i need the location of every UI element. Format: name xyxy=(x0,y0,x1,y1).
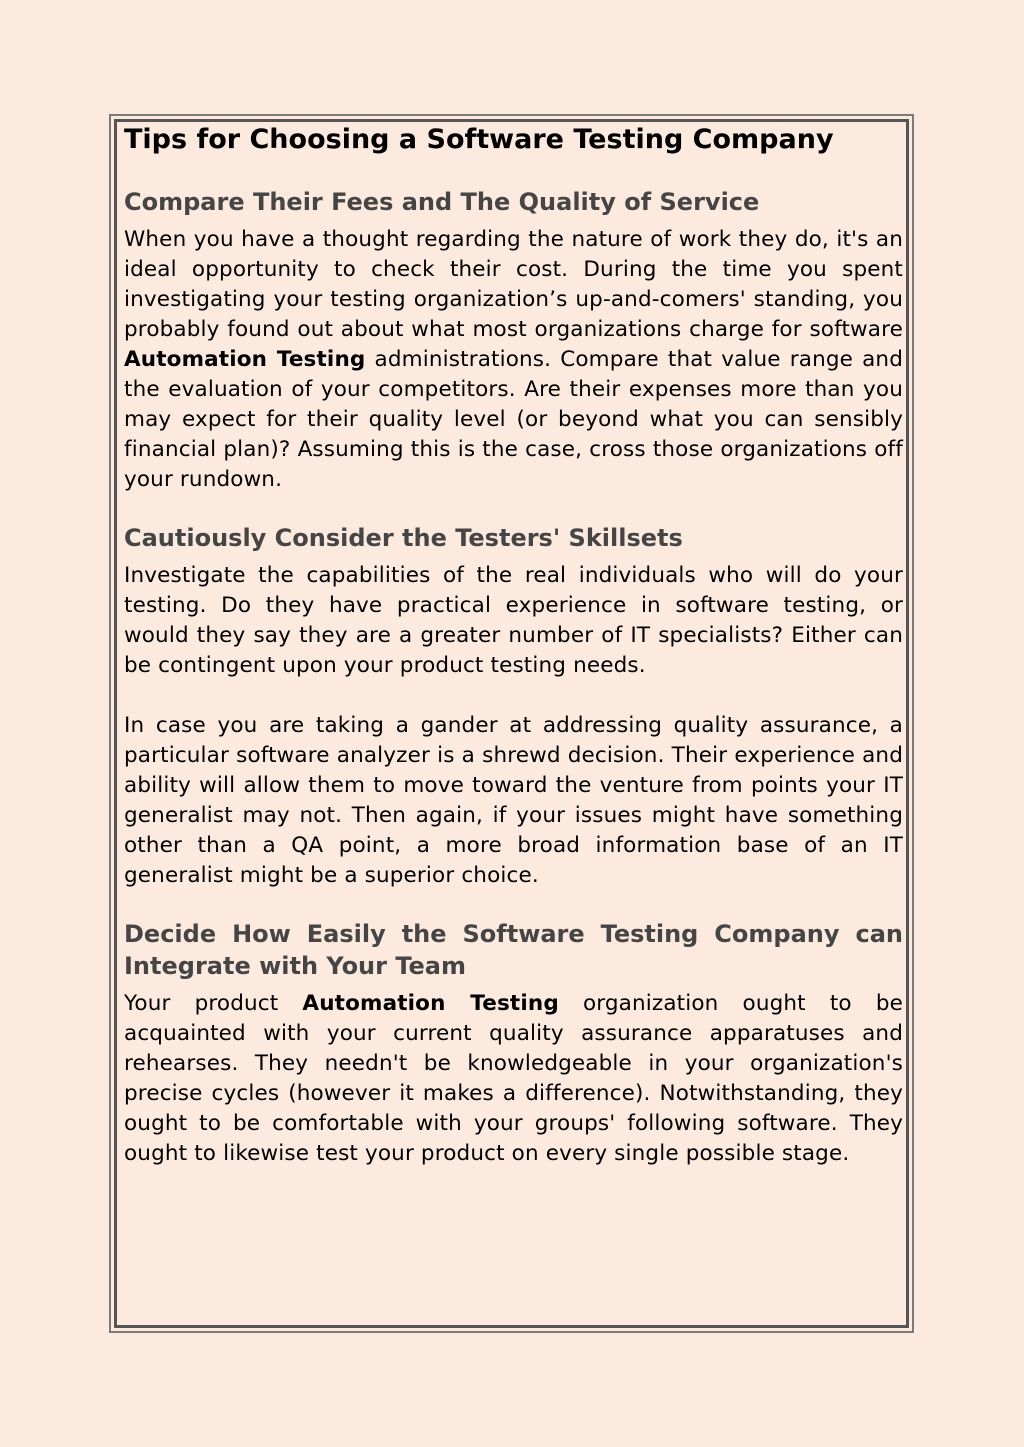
paragraph-text: organization ought to be acquainted with your current quality assurance apparatuses and rehearses. They needn't be knowledgeable in your organization's precise cycles (however it makes a difference). Notwithstanding, they ought to be comfortable with your groups' following software. They ought to likewise test your product on every single possible stage. xyxy=(124,991,903,1166)
paragraph-skillsets-2: In case you are taking a gander at addressing quality assurance, a particular software analyzer is a shrewd decision. Their experience and ability will allow them to move toward the venture from points your IT generalist may not. Then again, if your issues might have something other than a QA point, a more broad information base of an IT generalist might be a superior choice. xyxy=(124,713,903,888)
document-content xyxy=(124,120,903,1169)
paragraph-text: Your product xyxy=(124,991,303,1016)
paragraph-text: When you have a thought regarding the nature of work they do, it's an ideal opportunity to check their cost. During the time you spent investigating your testing organization’s up-and-comers' standing, you probably found out about what most organizations charge for software xyxy=(124,227,903,342)
page-title: Tips for Choosing a Software Testing Company xyxy=(124,124,834,155)
section-heading-integration: Decide How Easily the Software Testing Company can Integrate with Your Team xyxy=(124,920,903,980)
bold-keyword: Automation Testing xyxy=(124,347,366,372)
paragraph-fees xyxy=(124,225,903,495)
bold-keyword: Automation Testing xyxy=(302,991,559,1016)
paragraph-integration xyxy=(124,989,903,1169)
section-heading-skillsets: Cautiously Consider the Testers' Skillsets xyxy=(124,524,683,552)
paragraph-text: administrations. Compare that value range and the evaluation of your competitors. Are their expenses more than you may expect for their quality level (or beyond what you can sensibly financial plan)? Assuming this is the case, cross those organizations off your rundown. xyxy=(124,347,903,492)
section-heading-fees: Compare Their Fees and The Quality of Service xyxy=(124,188,760,216)
paragraph-skillsets-1: Investigate the capabilities of the real individuals who will do your testing. Do they have practical experience in software testing, or would they say they are a greater number of IT specialists? Either can be contingent upon your product testing needs. xyxy=(124,563,903,678)
